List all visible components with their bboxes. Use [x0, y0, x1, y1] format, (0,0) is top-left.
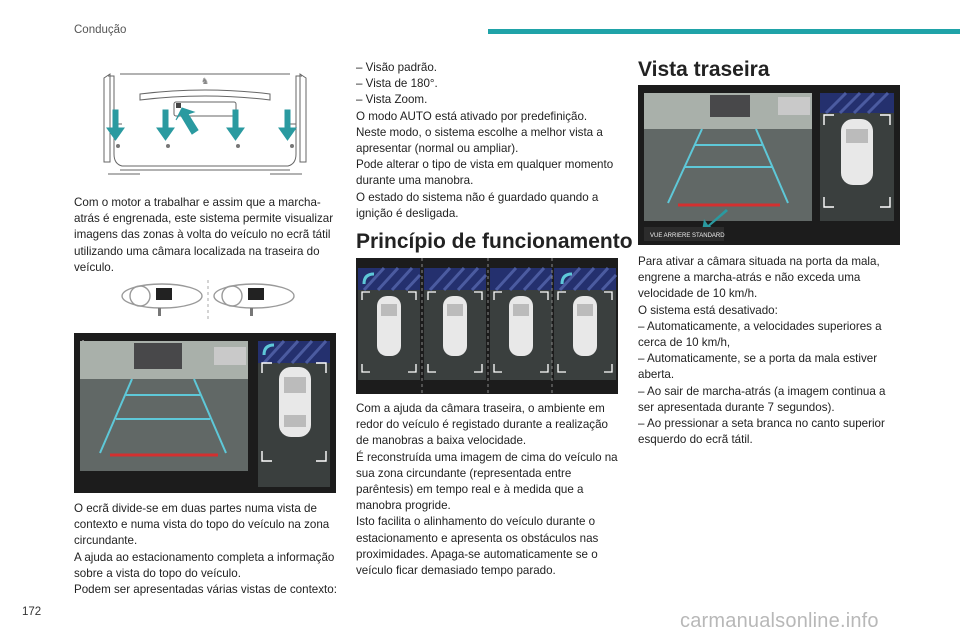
- intro-paragraph: Com o motor a trabalhar e assim que a marcha-atrás é engrenada, este sistema permite visualizar imagens das zonas à volta do veículo no ecrã tátil utilizando uma câmara localizada na traseira do veículo.: [74, 196, 334, 274]
- list-item: – Vista de 180°.: [356, 77, 438, 91]
- header-accent-bar: [488, 29, 960, 34]
- split-screen-text: O ecrã divide-se em duas partes numa vista de contexto e numa vista do topo do veículo na zona circundante. A ajuda ao estacionamento completa a informação sobre a vista do topo do veículo. Podem ser apresentadas várias vistas de contexto:: [74, 502, 337, 597]
- heading-rear-view: Vista traseira: [638, 58, 770, 81]
- dashboard-gear-illustration: [118, 280, 298, 322]
- list-item: – Automaticamente, se a porta da mala estiver aberta.: [638, 352, 878, 382]
- list-item: – Ao sair de marcha-atrás (a imagem continua a ser apresentada durante 7 segundos).: [638, 384, 886, 414]
- view-modes-text: – Visão padrão. – Vista de 180°. – Vista Zoom. O modo AUTO está ativado por predefinição. Neste modo, o sistema escolhe a melhor vista a apresentar (normal ou ampliar). Pode alterar o tipo de vista em qualquer momento durante uma manobra. O estado do sistema não é guardado quando a ignição é desligada.: [356, 60, 622, 222]
- operating-principle-text: Com a ajuda da câmara traseira, o ambiente em redor do veículo é registado durante a realização de manobras a baixa velocidade. É reconstruída uma imagem de cima do veículo na sua zona circundante (representada entre parêntesis) em tempo real e à medida que a manobra progride. Isto facilita o alinhamento do veículo durante o estacionamento e apresenta os obstáculos nas proximidades. Apaga-se automaticamente se o veículo ficar demasiado tempo parado.: [356, 402, 618, 578]
- list-item: – Vista Zoom.: [356, 93, 428, 107]
- top-view-sequence-illustration: [356, 258, 618, 394]
- watermark: carmanualsonline.info: [680, 610, 879, 632]
- page-number: 172: [22, 606, 42, 618]
- screen-view-label: VUE ARRIERE STANDARD: [650, 233, 725, 239]
- rear-view-camera-screen: [638, 85, 900, 245]
- section-title: Condução: [74, 24, 127, 36]
- list-item: – Automaticamente, a velocidades superiores a cerca de 10 km/h,: [638, 319, 882, 350]
- list-item: – Ao pressionar a seta branca no canto superior esquerdo do ecrã tátil.: [638, 417, 885, 447]
- split-screen-camera-view: [74, 333, 336, 493]
- svg-text:♞: ♞: [201, 77, 210, 87]
- heading-operating-principle: Princípio de funcionamento: [356, 230, 633, 253]
- rear-view-text: Para ativar a câmara situada na porta da mala, engrene a marcha-atrás e não exceda uma velocidade de 10 km/h. O sistema está desativado: – Automaticamente, a velocidades superiores a cerca de 10 km/h, – Automaticamente, se a porta da mala estiver aberta. – Ao sair de marcha-atrás (a imagem continua a ser apresentada durante 7 segundos). – Ao pressionar a seta branca no canto superior esquerdo do ecrã tátil.: [638, 254, 904, 448]
- list-item: – Visão padrão.: [356, 61, 438, 74]
- rear-vehicle-illustration: [100, 66, 310, 186]
